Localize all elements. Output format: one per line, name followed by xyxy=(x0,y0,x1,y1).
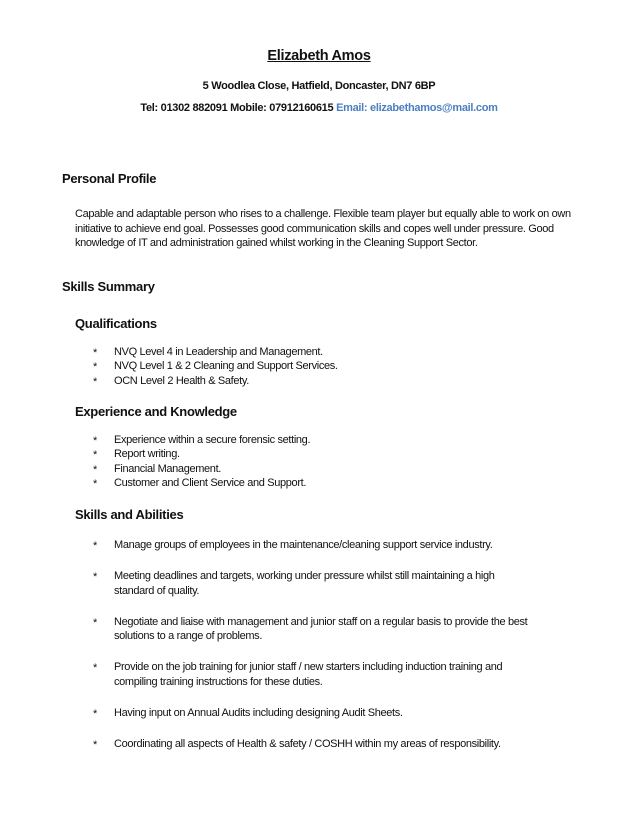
address-line: 5 Woodlea Close, Hatfield, Doncaster, DN7 6BP xyxy=(202,80,436,92)
personal-profile-text: Capable and adaptable person who rises to a challenge. Flexible team player but equally able to work on own initiative to achieve end goal. Possesses good communication skills and copes well under pressure. Good knowledge of IT and administration gained whilst working in the Cleaning Support Sector. xyxy=(75,208,571,249)
bullet-asterisk: * xyxy=(93,739,97,752)
candidate-name: Elizabeth Amos xyxy=(267,48,371,64)
qualifications-heading: Qualifications xyxy=(75,316,157,331)
list-item: * Experience within a secure forensic setting. xyxy=(93,434,311,447)
list-item: * Negotiate and liaise with management and junior staff on a regular basis to provide the best solutions to a range of problems. xyxy=(93,615,528,643)
qualifications-list xyxy=(0,345,338,388)
list-item: * Customer and Client Service and Support. xyxy=(93,476,307,490)
list-item: * Provide on the job training for junior staff / new starters including induction training and compiling training instructions for these duties. xyxy=(93,661,503,688)
email-link[interactable]: Email: elizabethamos@mail.com xyxy=(336,102,498,114)
list-item: * Meeting deadlines and targets, working under pressure whilst still maintaining a high standard of quality. xyxy=(93,570,495,597)
bullet-asterisk: * xyxy=(93,708,97,721)
bullet-asterisk: * xyxy=(93,616,97,629)
list-item: * Having input on Annual Audits including designing Audit Sheets. xyxy=(93,707,403,721)
bullet-asterisk: * xyxy=(93,477,97,490)
list-item: * Financial Management. xyxy=(93,462,221,476)
list-item: * Report writing. xyxy=(93,448,180,462)
abilities-list xyxy=(0,538,534,769)
list-item: * NVQ Level 1 & 2 Cleaning and Support Services. xyxy=(93,360,338,374)
list-item: * OCN Level 2 Health & Safety. xyxy=(93,374,249,388)
list-item: * Manage groups of employees in the maintenance/cleaning support service industry. xyxy=(93,539,493,552)
bullet-asterisk: * xyxy=(93,361,97,374)
bullet-asterisk: * xyxy=(93,449,97,462)
bullet-asterisk: * xyxy=(93,375,97,388)
bullet-asterisk: * xyxy=(93,662,97,675)
bullet-asterisk: * xyxy=(93,571,97,584)
list-item: * Coordinating all aspects of Health & safety / COSHH within my areas of responsibility. xyxy=(93,738,501,752)
bullet-asterisk: * xyxy=(93,540,97,552)
bullet-asterisk: * xyxy=(93,463,97,476)
skills-summary-heading: Skills Summary xyxy=(62,279,155,294)
contact-line xyxy=(0,102,638,114)
phone-numbers: Tel: 01302 882091 Mobile: 07912160615 xyxy=(140,102,337,114)
personal-profile-heading: Personal Profile xyxy=(62,171,157,186)
abilities-heading: Skills and Abilities xyxy=(75,507,184,522)
experience-heading: Experience and Knowledge xyxy=(75,404,237,419)
bullet-asterisk: * xyxy=(93,435,97,447)
list-item: * NVQ Level 4 in Leadership and Management. xyxy=(93,346,323,359)
experience-list xyxy=(0,433,310,490)
bullet-asterisk: * xyxy=(93,347,97,359)
